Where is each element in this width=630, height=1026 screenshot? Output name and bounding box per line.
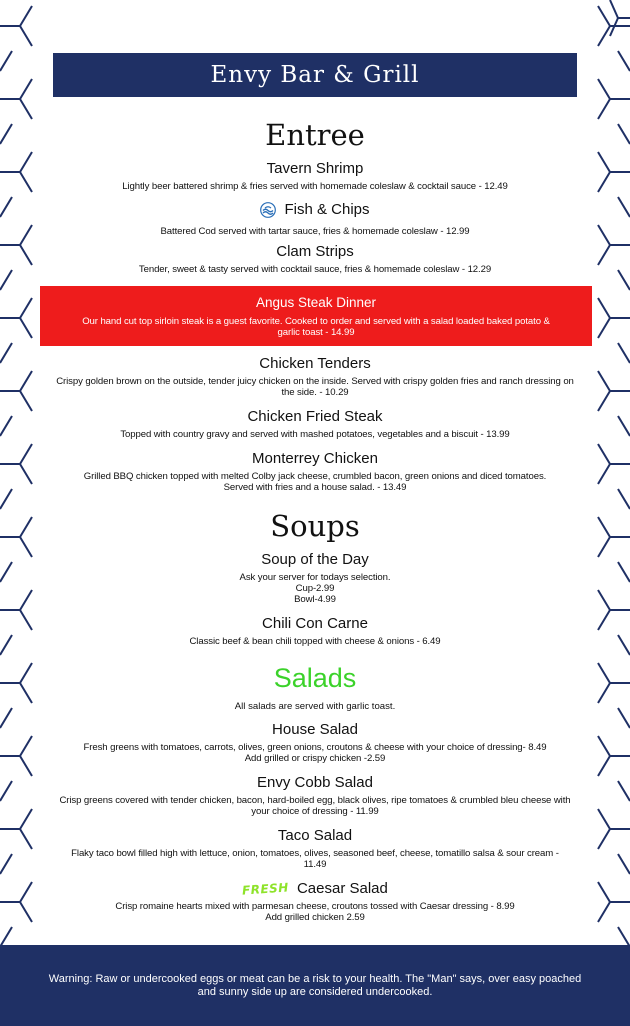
- menu-item-caesar-salad: [38, 880, 592, 923]
- item-description: Our hand cut top sirloin steak is a guest favorite. Cooked to order and served with a salad loaded baked potato & garlic toast - 14.99: [82, 316, 550, 338]
- item-description: Fresh greens with tomatoes, carrots, olives, green onions, croutons & cheese with your choice of dressing- 8.49 Add grilled or crispy chicken -2.59: [83, 742, 547, 764]
- featured-item-angus-steak-dinner: [40, 286, 592, 346]
- menu-page: [38, 0, 592, 945]
- menu-item-monterrey-chicken: [38, 450, 592, 493]
- item-name: Tavern Shrimp: [266, 160, 364, 177]
- item-name: Taco Salad: [277, 827, 353, 844]
- menu-item-chicken-fried-steak: [38, 408, 592, 440]
- warning-text: Warning: Raw or undercooked eggs or meat can be a risk to your health. The "Man" says, over easy poached and sunny side up are considered undercooked.: [48, 972, 582, 998]
- item-name: House Salad: [272, 721, 358, 738]
- item-name: Clam Strips: [276, 243, 354, 260]
- seafood-icon: [260, 202, 276, 218]
- item-description: Crispy golden brown on the outside, tender juicy chicken on the inside. Served with crispy golden fries and ranch dressing on the side. - 10.29: [56, 376, 574, 398]
- menu-item-taco-salad: [38, 827, 592, 870]
- menu-item-tavern-shrimp: [38, 160, 592, 192]
- menu-item-chili-con-carne: [38, 615, 592, 647]
- menu-item-envy-cobb-salad: [38, 774, 592, 817]
- item-description: Lightly beer battered shrimp & fries served with homemade coleslaw & cocktail sauce - 12.49: [122, 181, 508, 192]
- item-description: Topped with country gravy and served with mashed potatoes, vegetables and a biscuit - 13.99: [120, 429, 510, 440]
- item-description: Grilled BBQ chicken topped with melted Colby jack cheese, crumbled bacon, green onions and diced tomatoes. Served with fries and a house salad. - 13.49: [83, 471, 547, 493]
- menu-item-soup-of-the-day: [38, 551, 592, 605]
- item-name: Angus Steak Dinner: [255, 295, 377, 310]
- item-name: Soup of the Day: [261, 551, 369, 568]
- item-name: Envy Cobb Salad: [257, 774, 373, 791]
- menu-item-house-salad: [38, 721, 592, 764]
- item-description: Battered Cod served with tartar sauce, fries & homemade coleslaw - 12.99: [160, 226, 470, 237]
- item-description: Classic beef & bean chili topped with cheese & onions - 6.49: [189, 636, 441, 647]
- salads-heading: Salads: [273, 663, 357, 693]
- menu-item-clam-strips: [38, 243, 592, 275]
- item-description: Tender, sweet & tasty served with cocktail sauce, fries & homemade coleslaw - 12.29: [138, 264, 492, 275]
- item-description: Crisp greens covered with tender chicken, bacon, hard-boiled egg, black olives, ripe tomatoes & crumbled bleu cheese with your choice of dressing - 11.99: [59, 795, 571, 817]
- title-banner: [53, 53, 577, 97]
- entree-heading: Entree: [265, 118, 365, 152]
- item-name: Chicken Fried Steak: [247, 408, 383, 425]
- menu-item-fish-and-chips: [38, 201, 592, 237]
- salads-note: All salads are served with garlic toast.: [234, 701, 396, 712]
- item-description: Crisp romaine hearts mixed with parmesan cheese, croutons tossed with Caesar dressing - 8.99 Add grilled chicken 2.59: [115, 901, 515, 923]
- item-description: Flaky taco bowl filled high with lettuce, onion, tomatoes, olives, seasoned beef, cheese, tomatillo salsa & sour cream - 11.49: [71, 848, 559, 870]
- item-name: Fish & Chips: [284, 201, 370, 218]
- item-name: Chicken Tenders: [259, 355, 371, 372]
- item-name: Caesar Salad: [296, 880, 388, 897]
- item-description: Ask your server for todays selection. Cup-2.99 Bowl-4.99: [239, 572, 391, 605]
- restaurant-name: Envy Bar & Grill: [210, 62, 420, 88]
- item-name: Chili Con Carne: [262, 615, 368, 632]
- item-name: Monterrey Chicken: [252, 450, 378, 467]
- menu-item-chicken-tenders: [38, 355, 592, 398]
- footer-warning: [0, 945, 630, 1026]
- fresh-badge: FRESH: [241, 880, 290, 898]
- soups-heading: Soups: [270, 509, 360, 543]
